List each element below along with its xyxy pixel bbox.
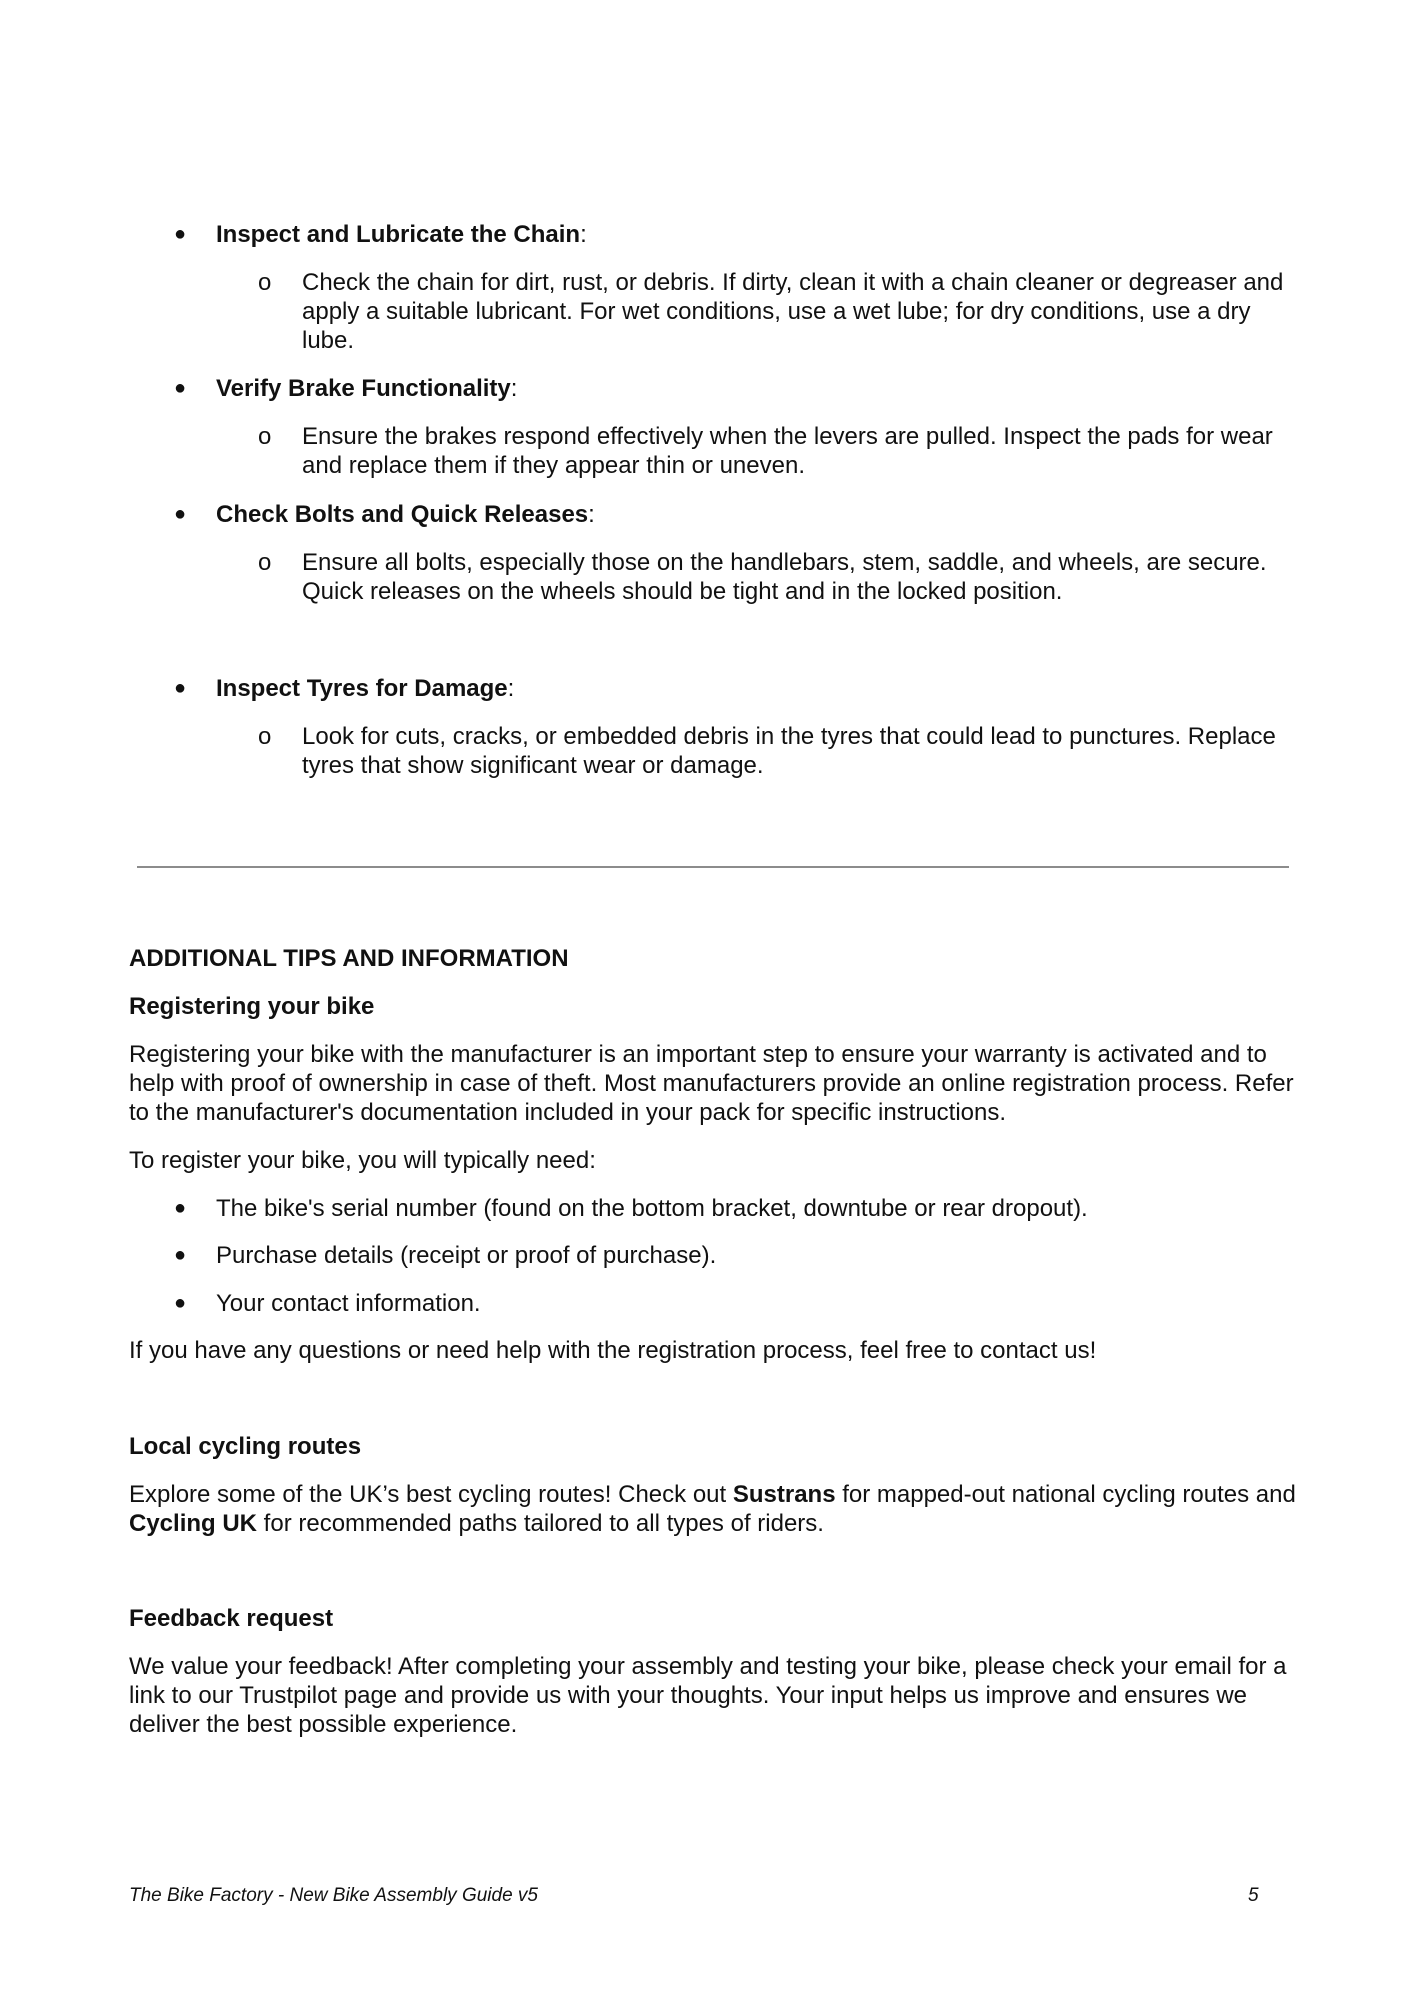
document-page: ● Inspect and Lubricate the Chain: o Check the chain for dirt, rust, or debris. If dirty, clean it with a chain cleaner or degreaser and apply a suitable lubricant. For wet conditions, use a wet lube; for dry conditions, use a dry lube. ● Verify Brake Functionality: o Ensure the brakes respond effectively when the levers are pulled. Inspect the pads for wear and replace them if they appear thin or uneven. ● Check Bolts and Quick Releases: o Ensure all bolts, especially those on the handlebars, stem, saddle, and wheels, are secure. Quick releases on the wheels should be tight and in the locked position. ● Inspect Tyres for Damage: o Look for cuts, cracks, or embedded debris in the tyres that could lead to punctures. Replace tyres that show significant wear or damage. ADDITIONAL TIPS AND INFORMATION Registering your bike Registering your bike with the manufacturer is an important step to ensure your warranty is activated and to help with proof of ownership in case of theft. Most manufacturers provide an online registration process. Refer to the manufacturer's documentation included in your pack for specific instructions. To register your bike, you will typically need: ● The bike's serial number (found on the bottom bracket, downtube or rear dropout). ● Purchase details (receipt or proof of purchase). ● Your contact information. If you have any questions or need help with the registration process, feel free to contact us! Local cycling routes Explore some of the UK’s best cycling routes! Check out Sustrans for mapped-out national cycling routes and Cycling UK for recommended paths tailored to all types of riders. Feedback request We value your feedback! After completing your assembly and testing your bike, please check your email for a link to our Trustpilot page and provide us with your thoughts. Your input helps us improve and ensures we deliver the best possible experience. The Bike Factory - New Bike Assembly Guide v5 5 <box>0 0 1414 2000</box>
sustrans-name: Sustrans <box>732 1481 836 1508</box>
registering-help-text: If you have any questions or need help with the registration process, feel free to contact us! <box>129 1337 1097 1364</box>
section-heading: ADDITIONAL TIPS AND INFORMATION <box>129 945 569 972</box>
footer-page-number: 5 <box>1248 1885 1259 1906</box>
checklist-detail-text: Ensure all bolts, especially those on the handlebars, stem, saddle, and wheels, are secure. Quick releases on the wheels should be tight and in the locked position. <box>302 549 1267 605</box>
sub-bullet-icon: o <box>258 723 272 750</box>
routes-heading: Local cycling routes <box>129 1433 362 1460</box>
bullet-icon: ● <box>174 1244 187 1266</box>
list-item-text: Your contact information. <box>216 1290 481 1317</box>
bullet-icon: ● <box>174 223 187 245</box>
feedback-paragraph: We value your feedback! After completing your assembly and testing your bike, please check your email for a link to our Trustpilot page and provide us with your thoughts. Your input helps us improve and ensures we deliver the best possible experience. <box>129 1653 1287 1738</box>
bullet-icon: ● <box>174 377 187 399</box>
registering-needs-intro: To register your bike, you will typically need: <box>129 1147 596 1174</box>
sub-bullet-icon: o <box>258 269 272 296</box>
bullet-icon: ● <box>174 1292 187 1314</box>
sub-bullet-icon: o <box>258 423 272 450</box>
section-divider <box>137 866 1289 868</box>
list-item-text: The bike's serial number (found on the bottom bracket, downtube or rear dropout). <box>216 1195 1088 1222</box>
bullet-icon: ● <box>174 1197 187 1219</box>
bullet-icon: ● <box>174 677 187 699</box>
checklist-detail-text: Look for cuts, cracks, or embedded debris in the tyres that could lead to punctures. Replace tyres that show significant wear or damage. <box>302 723 1276 779</box>
footer-title: The Bike Factory - New Bike Assembly Guide v5 <box>129 1885 538 1906</box>
checklist-title: Inspect Tyres for Damage <box>216 675 508 702</box>
checklist-title: Check Bolts and Quick Releases <box>216 501 589 528</box>
bullet-icon: ● <box>174 503 187 525</box>
registering-paragraph: Registering your bike with the manufacturer is an important step to ensure your warranty is activated and to help with proof of ownership in case of theft. Most manufacturers provide an online registration process. Refer to the manufacturer's documentation included in your pack for specific instructions. <box>129 1041 1294 1126</box>
registering-heading: Registering your bike <box>129 993 375 1020</box>
sub-bullet-icon: o <box>258 549 272 576</box>
checklist-detail-text: Check the chain for dirt, rust, or debris. If dirty, clean it with a chain cleaner or degreaser and apply a suitable lubricant. For wet conditions, use a wet lube; for dry conditions, use a dry lube. <box>302 269 1284 354</box>
cycling-uk-name: Cycling UK <box>129 1510 258 1537</box>
checklist-detail-text: Ensure the brakes respond effectively when the levers are pulled. Inspect the pads for wear and replace them if they appear thin or uneven. <box>302 423 1273 479</box>
checklist-title: Inspect and Lubricate the Chain <box>216 221 581 248</box>
feedback-heading: Feedback request <box>129 1605 334 1632</box>
routes-paragraph: Explore some of the UK’s best cycling routes! Check out Sustrans for mapped-out national cycling routes and Cycling UK for recommended paths tailored to all types of riders. <box>129 1481 1296 1537</box>
list-item-text: Purchase details (receipt or proof of purchase). <box>216 1242 717 1269</box>
checklist-title: Verify Brake Functionality <box>216 375 511 402</box>
